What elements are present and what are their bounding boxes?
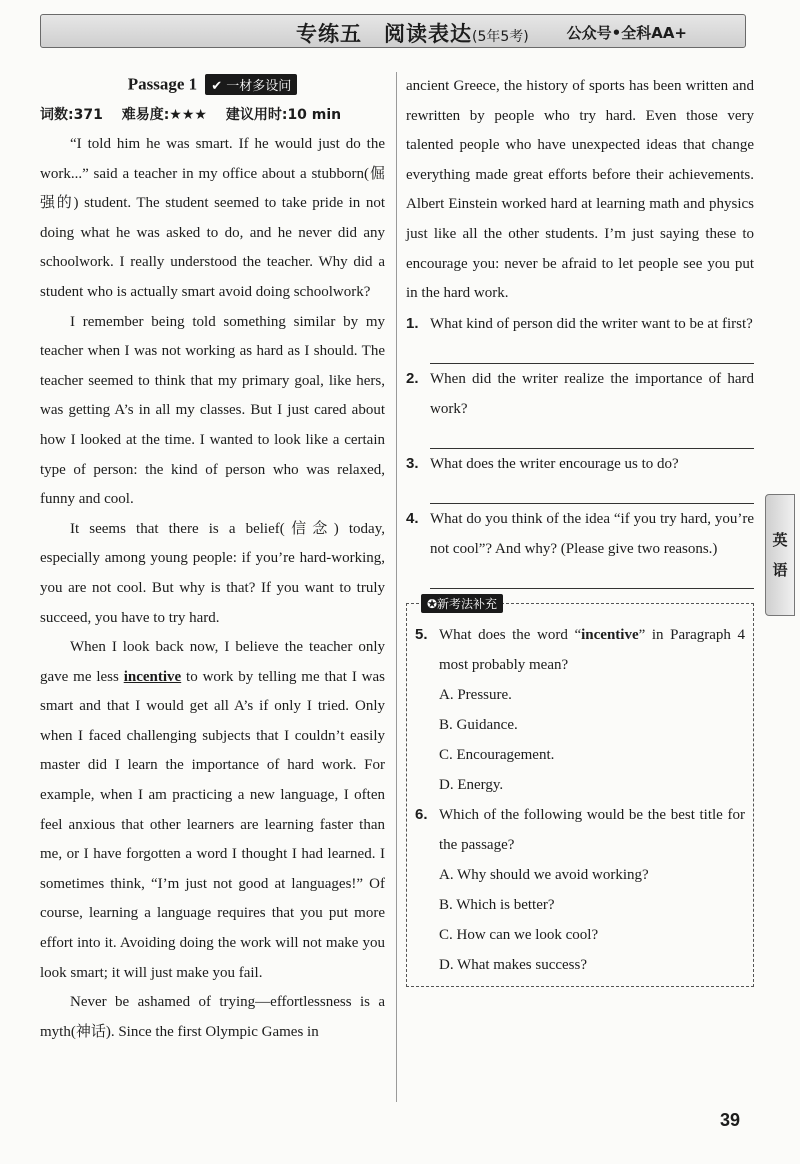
answer-line-3[interactable] (430, 479, 754, 504)
paragraph-1: “I told him he was smart. If he would just do the work...” said a teacher in my office about a stubborn(倔强的) student. The student seemed to take pride in not doing what he was asked to do, and he never did any schoolwork. I really understood the teacher. Why did a student who is actually smart avoid doing schoolwork? (40, 136, 385, 300)
question-1: 1. What kind of person did the writer want to be at first? (406, 314, 753, 332)
passage-title: Passage 1 (127, 74, 198, 94)
chapter-subtitle: (5年5考) (472, 29, 529, 45)
subject-side-tab (765, 494, 795, 616)
page-number: 39 (720, 1110, 741, 1130)
paragraph-5-start: Never be ashamed of trying—effortlessness is a myth(神话). Since the first Olympic Games in (40, 994, 385, 1040)
answer-line-4[interactable] (430, 564, 754, 589)
q6-option-d[interactable]: D. What makes success? (439, 956, 588, 973)
word-count: 词数:371 (40, 107, 103, 123)
answer-line-1[interactable] (430, 339, 754, 364)
paragraph-2: I remember being told something similar by my teacher when I was not working as hard as I should. The teacher seemed to think that my primary goal, like hers, was getting A’s in all my classes. But I just cared about how I looked at the time. I wanted to look like a certain type of person: the kind of person who was relaxed, funny and cool. (40, 313, 385, 508)
question-4: 4. What do you think of the idea “if you try hard, you’re not cool”? And why? (Please give two reasons.) (406, 509, 754, 557)
question-5: 5. What does the word “incentive” in Paragraph 4 most probably mean? (415, 625, 745, 673)
passage-heading (40, 74, 385, 100)
left-column (40, 72, 385, 1047)
chapter-header (40, 14, 746, 48)
answer-line-2[interactable] (430, 424, 754, 449)
column-divider (396, 72, 397, 1102)
question-2: 2. When did the writer realize the importance of hard work? (406, 369, 754, 417)
side-tab-char-2: 语 (772, 561, 788, 579)
q6-option-a[interactable]: A. Why should we avoid working? (439, 866, 649, 883)
right-column (406, 72, 754, 987)
passage-tag: ✔ 一材多设问 (205, 74, 297, 95)
q5-option-b[interactable]: B. Guidance. (439, 716, 518, 733)
chapter-title: 专练五 阅读表达(5年5考) (296, 22, 529, 46)
q5-option-d[interactable]: D. Energy. (439, 776, 504, 793)
passage-meta (40, 104, 385, 124)
q6-option-b[interactable]: B. Which is better? (439, 896, 555, 913)
paragraph-3: It seems that there is a belief(信念) today, especially among young people: if you’re hard-working, you are not cool. But why is that? If you want to truly succeed, you have to try hard. (40, 520, 385, 626)
question-6: 6. Which of the following would be the best title for the passage? (415, 805, 745, 853)
paragraph-4: When I look back now, I believe the teacher only gave me less incentive to work by telling me that I was smart and that I would get all A’s if only I tried. Only when I faced challenging subjects that I couldn’t easily master did I learn the importance of hard work. For example, when I am practicing a new language, I often feel anxious that other learners are learning faster than me, or I have forgotten a word I thought I had learned. I sometimes think, “I’m just not good at languages!” Of course, learning a language requires that you put more effort into it. Avoiding doing the work will not make you look smart; it will just make you fail. (40, 639, 385, 981)
difficulty: 难易度:★★★ (121, 107, 207, 123)
q6-option-c[interactable]: C. How can we look cool? (439, 926, 599, 943)
supplement-box (406, 596, 754, 987)
side-tab-char-1: 英 (772, 531, 788, 549)
keyword-incentive: incentive (123, 668, 182, 685)
q5-option-c[interactable]: C. Encouragement. (439, 746, 555, 763)
question-3: 3. What does the writer encourage us to do? (406, 454, 679, 472)
supplement-label: ✪新考法补充 (421, 594, 503, 613)
account-label: 公众号•全科AA+ (566, 24, 687, 42)
q5-option-a[interactable]: A. Pressure. (439, 686, 512, 703)
paragraph-5-end: ancient Greece, the history of sports has been written and rewritten by people who try hard. Even those very talented people who have unexpected ideas that change everything made great efforts before their achievements. Albert Einstein worked hard at learning math and physics just like all the other students. I’m just saying these to encourage you: never be afraid to let people see you put in the hard work. (406, 78, 754, 302)
suggested-time: 建议用时:10 min (225, 107, 342, 123)
